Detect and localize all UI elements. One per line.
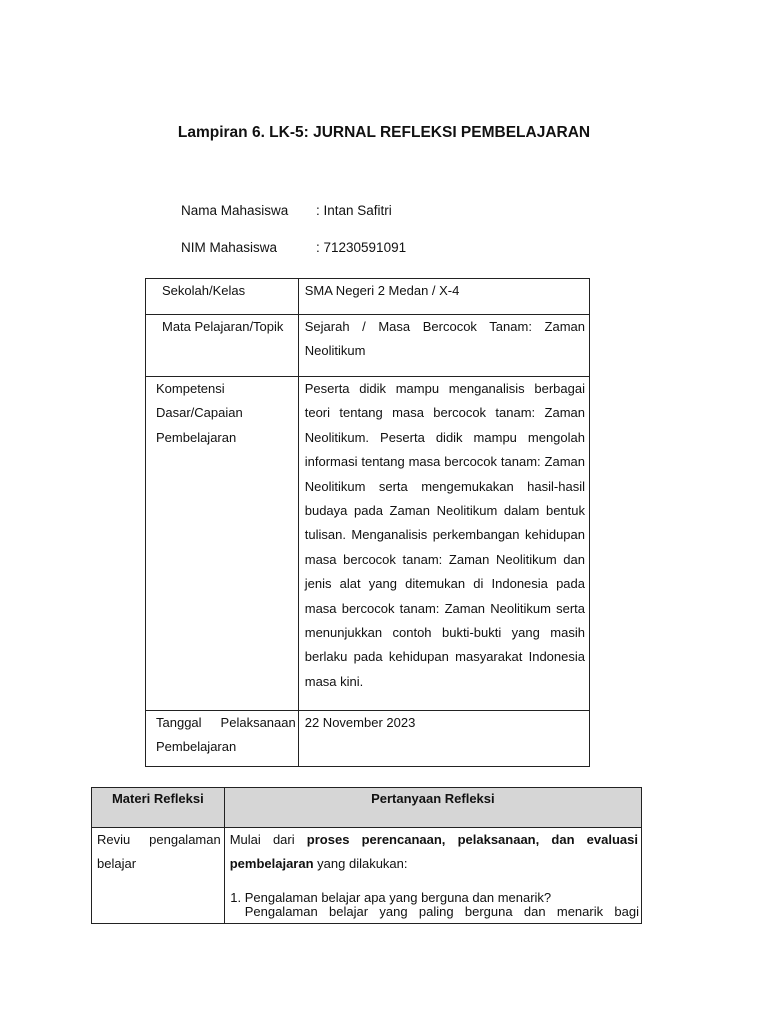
student-name-value: : Intan Safitri (316, 203, 392, 218)
date-row (146, 711, 590, 767)
student-nim-value: : 71230591091 (316, 240, 407, 255)
answer-1-start: Pengalaman belajar yang paling berguna dan menarik bagi (244, 903, 639, 919)
learning-info-table (145, 278, 590, 767)
intro-bold: proses perencanaan, pelaksanaan, dan evaluasi pembelajaran (229, 832, 638, 872)
student-name-row (181, 203, 392, 218)
review-label: Reviu pengalaman belajar (97, 832, 221, 872)
student-nim-row (181, 240, 406, 255)
school-row (146, 279, 590, 315)
school-value: SMA Negeri 2 Medan / X-4 (304, 283, 460, 298)
subject-value: Sejarah / Masa Bercocok Tanam: Zaman Neolitikum (304, 319, 585, 359)
school-label: Sekolah/Kelas (162, 283, 246, 298)
reflection-header-question: Pertanyaan Refleksi (224, 788, 641, 828)
reflection-table (91, 787, 642, 924)
reflection-question-list (225, 891, 641, 919)
reflection-header-material: Materi Refleksi (92, 788, 225, 828)
competence-label: Kompetensi Dasar/Capaian Pembelajaran (156, 381, 243, 445)
question-1: 1. Pengalaman belajar apa yang berguna dan menarik? (244, 889, 552, 905)
subject-label: Mata Pelajaran/Topik (162, 319, 284, 334)
subject-row (146, 315, 590, 377)
date-label: Tanggal Pelaksanaan Pembelajaran (156, 715, 296, 755)
date-value: 22 November 2023 (304, 715, 416, 730)
reflection-row-review (92, 828, 642, 924)
intro-suffix: yang dilakukan: (313, 856, 408, 872)
list-item (245, 891, 641, 919)
intro-prefix: Mulai dari (229, 832, 307, 847)
student-name-label: Nama Mahasiswa (181, 203, 289, 218)
reflection-intro (225, 828, 641, 877)
competence-value: Peserta didik mampu menganalisis berbagai teori tentang masa bercocok tanam: Zaman Neolitikum. Peserta didik mampu mengolah informasi tentang masa bercocok tanam: Zaman Neolitikum serta mengemukakan hasil-hasil budaya pada Zaman Neolitikum dalam bentuk tulisan. Menganalisis perkembangan kehidupan masa bercocok tanam: Zaman Neolitikum dan jenis alat yang ditemukan di Indonesia pada masa bercocok tanam: Zaman Neolitikum serta menunjukkan contoh bukti-bukti yang masih berlaku pada kehidupan masyarakat Indonesia masa kini. (304, 381, 585, 689)
student-nim-label: NIM Mahasiswa (181, 240, 278, 255)
competence-row (146, 377, 590, 711)
document-title: Lampiran 6. LK-5: JURNAL REFLEKSI PEMBELAJARAN (177, 124, 591, 141)
reflection-header-row (92, 788, 642, 828)
